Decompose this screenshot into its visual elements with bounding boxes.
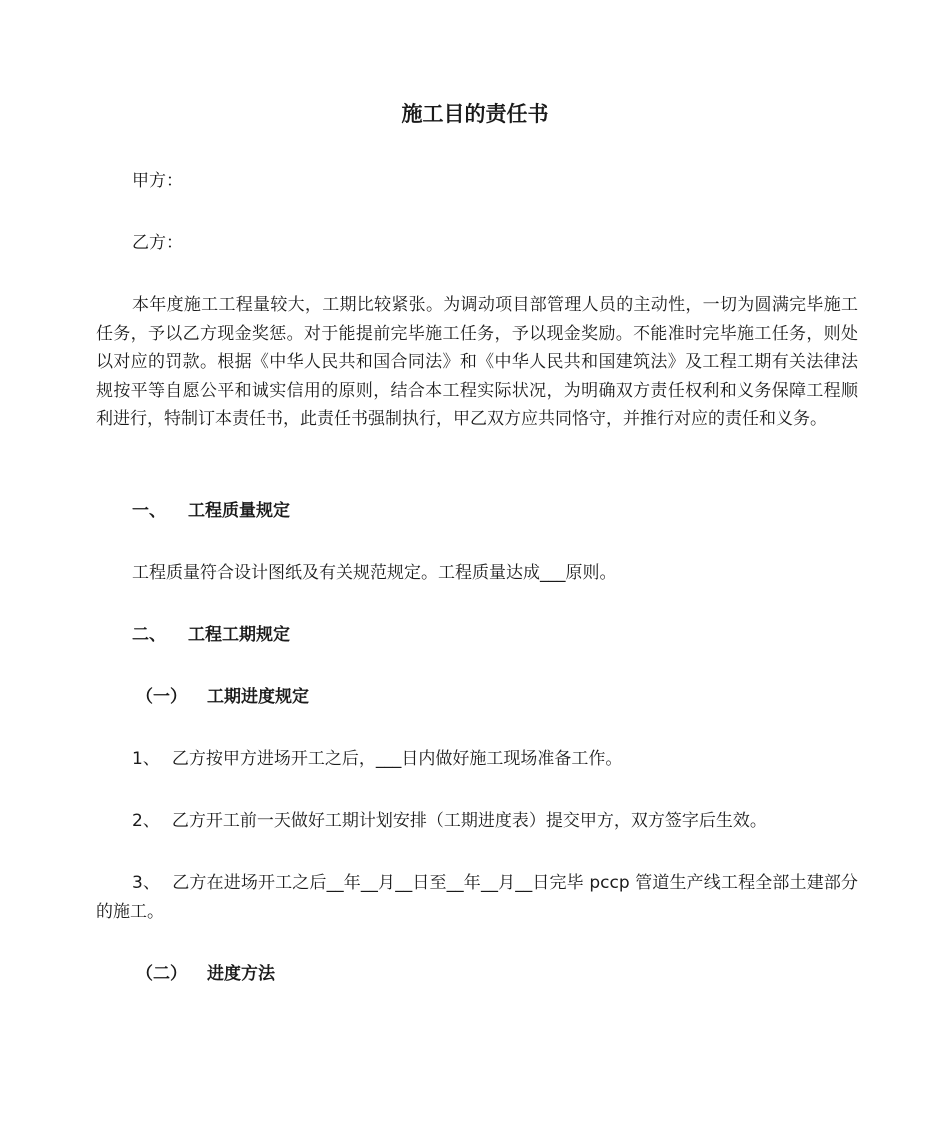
item-2-number: 2、: [132, 811, 160, 831]
subsection-1-title: 工期进度规定: [207, 687, 309, 707]
list-item: [132, 745, 622, 773]
section-2-title: 工程工期规定: [188, 625, 290, 645]
subsection-1-number: （一）: [136, 687, 187, 707]
item-3-text: 乙方在进场开工之后__年__月__日至__年__月__日完毕 pccp 管道生产线工程全部土建部分的施工。: [96, 873, 858, 922]
section-2-heading: [132, 621, 290, 649]
subsection-1-heading: [136, 683, 309, 711]
section-1-heading: [132, 497, 290, 525]
list-item: [96, 869, 858, 926]
item-1-number: 1、: [132, 749, 160, 769]
intro-paragraph: 本年度施工工程量较大，工期比较紧张。为调动项目部管理人员的主动性，一切为圆满完毕施工任务，予以乙方现金奖惩。对于能提前完毕施工任务，予以现金奖励。不能准时完毕施工任务，则处以对应的罚款。根据《中华人民共和国合同法》和《中华人民共和国建筑法》及工程工期有关法律法规按平等自愿公平和诚实信用的原则，结合本工程实际状况，为明确双方责任权利和义务保障工程顺利进行，特制订本责任书，此责任书强制执行，甲乙双方应共同恪守，并推行对应的责任和义务。: [96, 295, 858, 429]
subsection-2-number: （二）: [136, 964, 187, 984]
list-item: [132, 807, 767, 835]
section-1-title: 工程质量规定: [188, 501, 290, 521]
section-2-number: 二、: [132, 625, 166, 645]
item-3-number: 3、: [132, 873, 161, 893]
document-title: 施工目的责任书: [401, 102, 549, 126]
subsection-2-heading: [136, 960, 275, 988]
section-1-text: 工程质量符合设计图纸及有关规范规定。工程质量达成___原则。: [132, 563, 617, 583]
item-2-text: 乙方开工前一天做好工期计划安排（工期进度表）提交甲方，双方签字后生效。: [171, 811, 767, 831]
subsection-2-title: 进度方法: [207, 964, 275, 984]
section-1-number: 一、: [132, 501, 166, 521]
item-1-text: 乙方按甲方进场开工之后，___日内做好施工现场准备工作。: [171, 749, 623, 769]
party-a-label: 甲方：: [132, 171, 183, 191]
party-b-label: 乙方：: [132, 233, 183, 253]
